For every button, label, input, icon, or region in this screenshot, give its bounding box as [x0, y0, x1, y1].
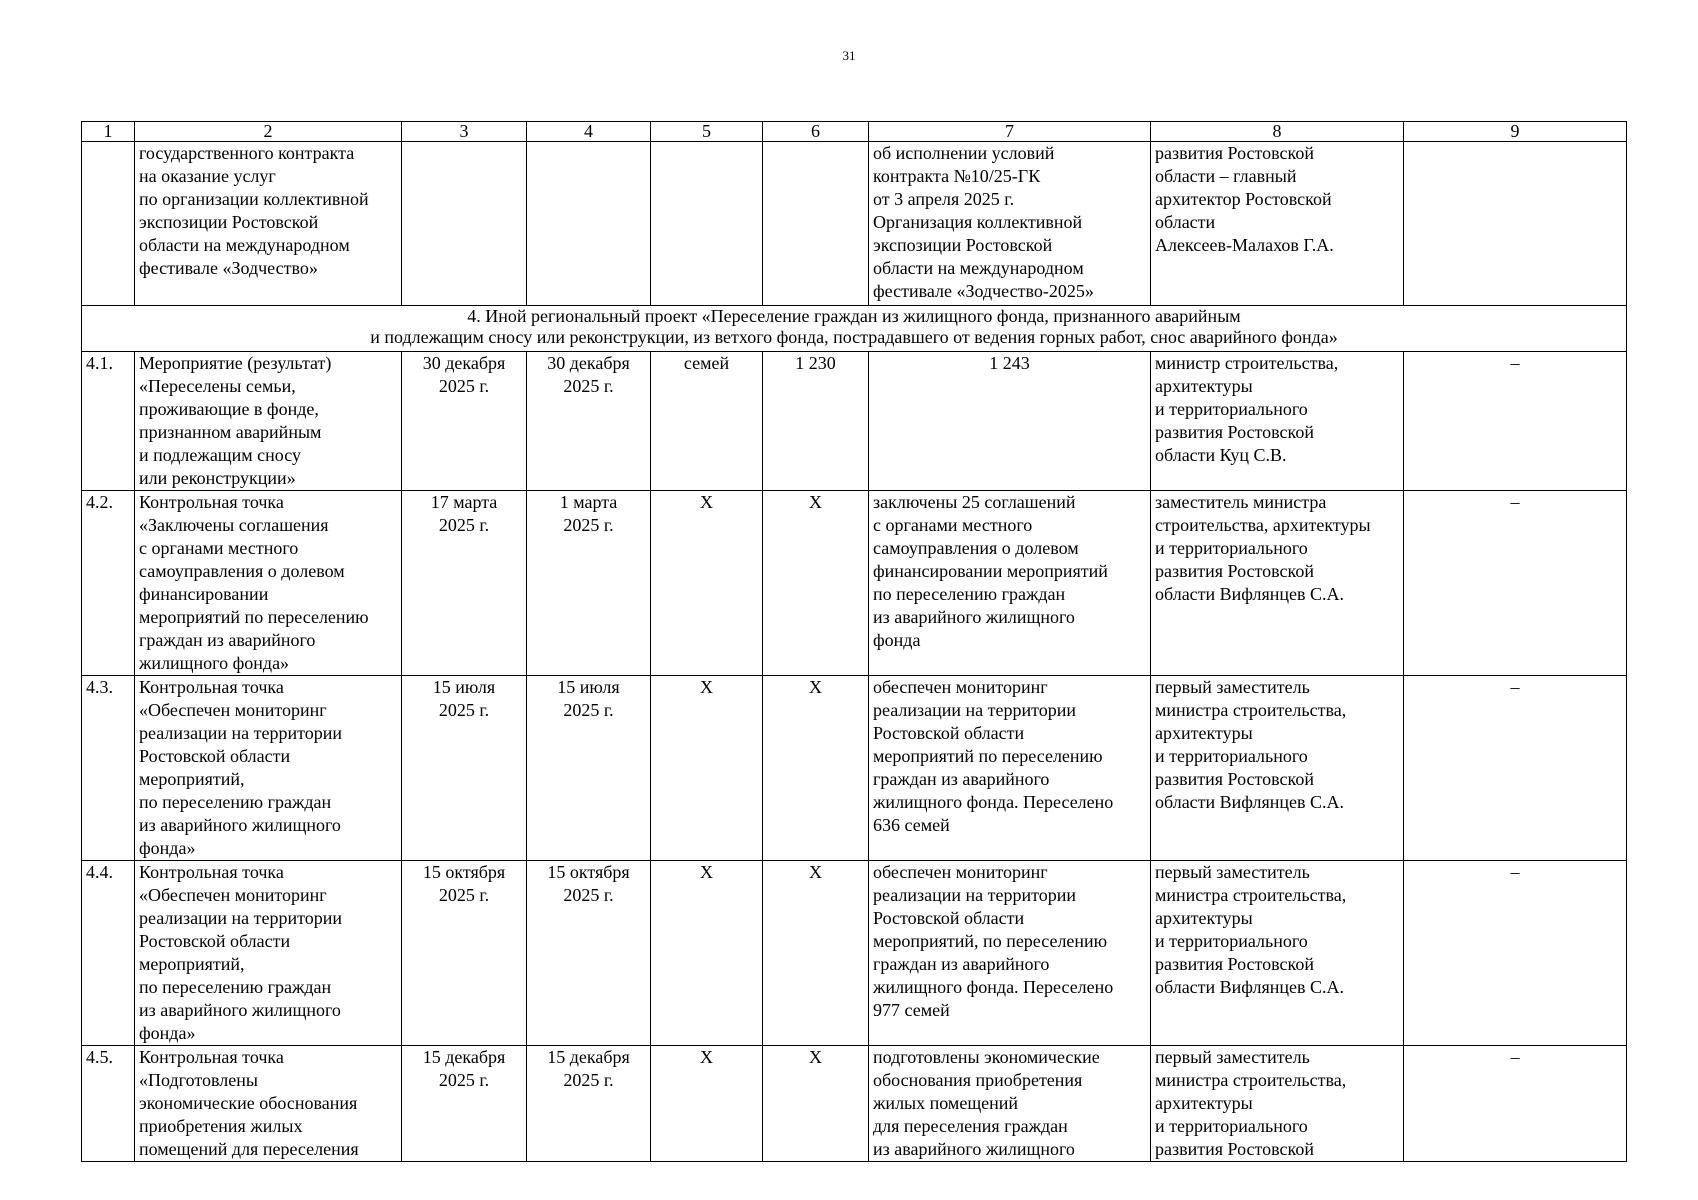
- event-name-cell: Мероприятие (результат) «Переселены семьи, проживающие в фонде, признанном аварийным и подлежащим сносу или реконструкции»: [135, 352, 402, 491]
- value-cell: [763, 142, 869, 306]
- column-number: 2: [135, 122, 402, 142]
- row-number-cell: 4.4.: [82, 861, 135, 1046]
- report-table: [81, 121, 1627, 1162]
- table-row: [82, 352, 1627, 491]
- unit-cell: [651, 142, 763, 306]
- unit-cell: X: [651, 676, 763, 861]
- end-date-cell: 30 декабря 2025 г.: [527, 352, 651, 491]
- result-cell: об исполнении условий контракта №10/25-ГК от 3 апреля 2025 г. Организация коллективной экспозиции Ростовской области на международном фестивале «Зодчество-2025»: [869, 142, 1151, 306]
- note-cell: [1404, 142, 1627, 306]
- responsible-cell: заместитель министра строительства, архитектуры и территориального развития Ростовской области Вифлянцев С.А.: [1151, 491, 1404, 676]
- column-number-row: [82, 122, 1627, 142]
- unit-cell: X: [651, 491, 763, 676]
- start-date-cell: 30 декабря 2025 г.: [402, 352, 527, 491]
- table-row: [82, 1046, 1627, 1162]
- column-number: 4: [527, 122, 651, 142]
- value-cell: X: [763, 491, 869, 676]
- column-number: 5: [651, 122, 763, 142]
- result-cell: заключены 25 соглашений с органами местного самоуправления о долевом финансировании мероприятий по переселению граждан из аварийного жилищного фонда: [869, 491, 1151, 676]
- end-date-cell: 15 декабря 2025 г.: [527, 1046, 651, 1162]
- event-name-cell: Контрольная точка «Обеспечен мониторинг реализации на территории Ростовской области мероприятий, по переселению граждан из аварийного жилищного фонда»: [135, 861, 402, 1046]
- row-number-cell: 4.1.: [82, 352, 135, 491]
- column-number: 9: [1404, 122, 1627, 142]
- end-date-cell: 1 марта 2025 г.: [527, 491, 651, 676]
- start-date-cell: 17 марта 2025 г.: [402, 491, 527, 676]
- column-number: 6: [763, 122, 869, 142]
- row-number-cell: 4.3.: [82, 676, 135, 861]
- table-row: [82, 861, 1627, 1046]
- start-date-cell: 15 октября 2025 г.: [402, 861, 527, 1046]
- value-cell: X: [763, 861, 869, 1046]
- note-cell: –: [1404, 352, 1627, 491]
- value-cell: X: [763, 1046, 869, 1162]
- start-date-cell: 15 декабря 2025 г.: [402, 1046, 527, 1162]
- event-name-cell: Контрольная точка «Подготовлены экономические обоснования приобретения жилых помещений для переселения: [135, 1046, 402, 1162]
- note-cell: –: [1404, 676, 1627, 861]
- row-number-cell: [82, 142, 135, 306]
- page-number: 31: [842, 48, 856, 63]
- event-name-cell: государственного контракта на оказание услуг по организации коллективной экспозиции Ростовской области на международном фестивале «Зодчество»: [135, 142, 402, 306]
- start-date-cell: [402, 142, 527, 306]
- responsible-cell: первый заместитель министра строительства, архитектуры и территориального развития Ростовской области Вифлянцев С.А.: [1151, 676, 1404, 861]
- unit-cell: X: [651, 861, 763, 1046]
- end-date-cell: [527, 142, 651, 306]
- value-cell: X: [763, 676, 869, 861]
- responsible-cell: министр строительства, архитектуры и территориального развития Ростовской области Куц С.В.: [1151, 352, 1404, 491]
- event-name-cell: Контрольная точка «Обеспечен мониторинг реализации на территории Ростовской области мероприятий, по переселению граждан из аварийного жилищного фонда»: [135, 676, 402, 861]
- responsible-cell: первый заместитель министра строительства, архитектуры и территориального развития Ростовской области Вифлянцев С.А.: [1151, 861, 1404, 1046]
- start-date-cell: 15 июля 2025 г.: [402, 676, 527, 861]
- responsible-cell: первый заместитель министра строительства, архитектуры и территориального развития Ростовской: [1151, 1046, 1404, 1162]
- result-cell: обеспечен мониторинг реализации на территории Ростовской области мероприятий, по переселению граждан из аварийного жилищного фонда. Переселено 977 семей: [869, 861, 1151, 1046]
- section-title: 4. Иной региональный проект «Переселение граждан из жилищного фонда, признанного аварийным и подлежащим сносу или реконструкции, из ветхого фонда, пострадавшего от ведения горных работ, снос аварийного фонда»: [82, 306, 1627, 352]
- unit-cell: X: [651, 1046, 763, 1162]
- column-number: 3: [402, 122, 527, 142]
- result-cell: обеспечен мониторинг реализации на территории Ростовской области мероприятий по переселению граждан из аварийного жилищного фонда. Переселено 636 семей: [869, 676, 1151, 861]
- value-cell: 1 230: [763, 352, 869, 491]
- row-number-cell: 4.2.: [82, 491, 135, 676]
- event-name-cell: Контрольная точка «Заключены соглашения с органами местного самоуправления о долевом финансировании мероприятий по переселению граждан из аварийного жилищного фонда»: [135, 491, 402, 676]
- note-cell: –: [1404, 861, 1627, 1046]
- note-cell: –: [1404, 491, 1627, 676]
- continued-row: [82, 142, 1627, 306]
- result-cell: 1 243: [869, 352, 1151, 491]
- section-header-row: [82, 306, 1627, 352]
- table-row: [82, 676, 1627, 861]
- responsible-cell: развития Ростовской области – главный архитектор Ростовской области Алексеев-Малахов Г.А.: [1151, 142, 1404, 306]
- end-date-cell: 15 июля 2025 г.: [527, 676, 651, 861]
- result-cell: подготовлены экономические обоснования приобретения жилых помещений для переселения граждан из аварийного жилищного: [869, 1046, 1151, 1162]
- table-row: [82, 491, 1627, 676]
- unit-cell: семей: [651, 352, 763, 491]
- column-number: 1: [82, 122, 135, 142]
- row-number-cell: 4.5.: [82, 1046, 135, 1162]
- end-date-cell: 15 октября 2025 г.: [527, 861, 651, 1046]
- column-number: 8: [1151, 122, 1404, 142]
- column-number: 7: [869, 122, 1151, 142]
- note-cell: –: [1404, 1046, 1627, 1162]
